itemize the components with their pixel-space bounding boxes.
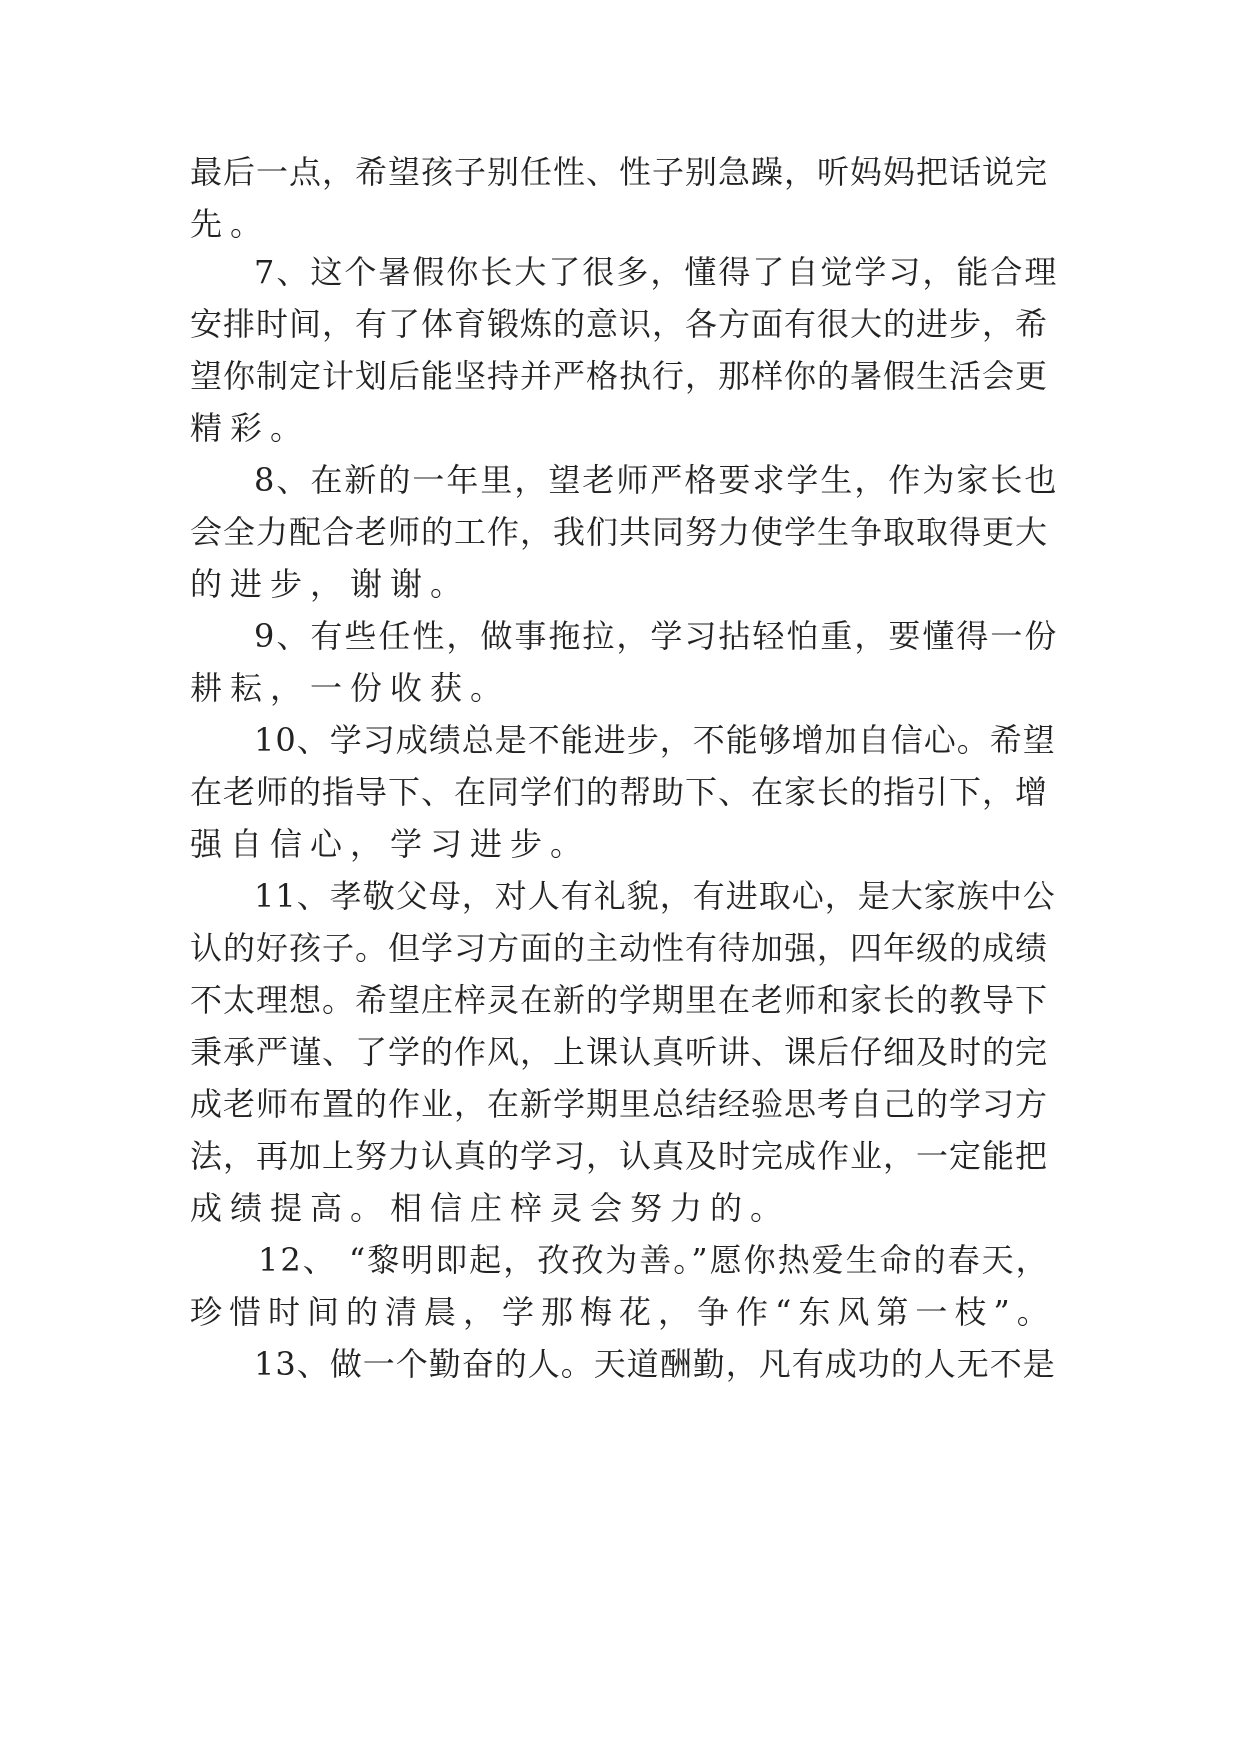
text-line: 强自信心，学习进步。: [190, 825, 591, 863]
text-line: 7、这个暑假你长大了很多，懂得了自觉学习，能合理: [254, 253, 1059, 291]
text-line: 13、做一个勤奋的人。天道酬勤，凡有成功的人无不是: [254, 1345, 1056, 1383]
text-line: 会全力配合老师的工作，我们共同努力使学生争取取得更大: [190, 513, 1049, 551]
text-line: 秉承严谨、了学的作风，上课认真听讲、课后仔细及时的完: [190, 1033, 1049, 1071]
text-line: 耕耘，一份收获。: [190, 669, 511, 707]
text-line: 法，再加上努力认真的学习，认真及时完成作业，一定能把: [190, 1137, 1049, 1175]
text-line: 的进步，谢谢。: [190, 565, 471, 603]
text-line: 望你制定计划后能坚持并严格执行，那样你的暑假生活会更: [190, 357, 1049, 395]
text-line: 先。: [190, 205, 271, 243]
text-line: 最后一点，希望孩子别任性、性子别急躁，听妈妈把话说完: [190, 153, 1049, 191]
text-line: 11、孝敬父母，对人有礼貌，有进取心，是大家族中公: [254, 877, 1056, 915]
text-line: 安排时间，有了体育锻炼的意识，各方面有很大的进步，希: [190, 305, 1049, 343]
text-line: 精彩。: [190, 409, 311, 447]
text-line: 珍惜时间的清晨，学那梅花，争作“东风第一枝”。: [190, 1293, 1056, 1331]
text-line: 9、有些任性，做事拖拉，学习拈轻怕重，要懂得一份: [254, 617, 1059, 655]
text-line: 8、在新的一年里，望老师严格要求学生，作为家长也: [254, 461, 1059, 499]
text-line: 成老师布置的作业，在新学期里总结经验思考自己的学习方: [190, 1085, 1049, 1123]
text-line: 10、学习成绩总是不能进步，不能够增加自信心。希望: [254, 721, 1056, 759]
text-line: 认的好孩子。但学习方面的主动性有待加强，四年级的成绩: [190, 929, 1049, 967]
text-line: 成绩提高。相信庄梓灵会努力的。: [190, 1189, 791, 1227]
text-line: 在老师的指导下、在同学们的帮助下、在家长的指引下，增: [190, 773, 1049, 811]
text-line: 不太理想。希望庄梓灵在新的学期里在老师和家长的教导下: [190, 981, 1049, 1019]
text-line: 12、 “黎明即起，孜孜为善。”愿你热爱生命的春天，: [258, 1241, 1050, 1279]
